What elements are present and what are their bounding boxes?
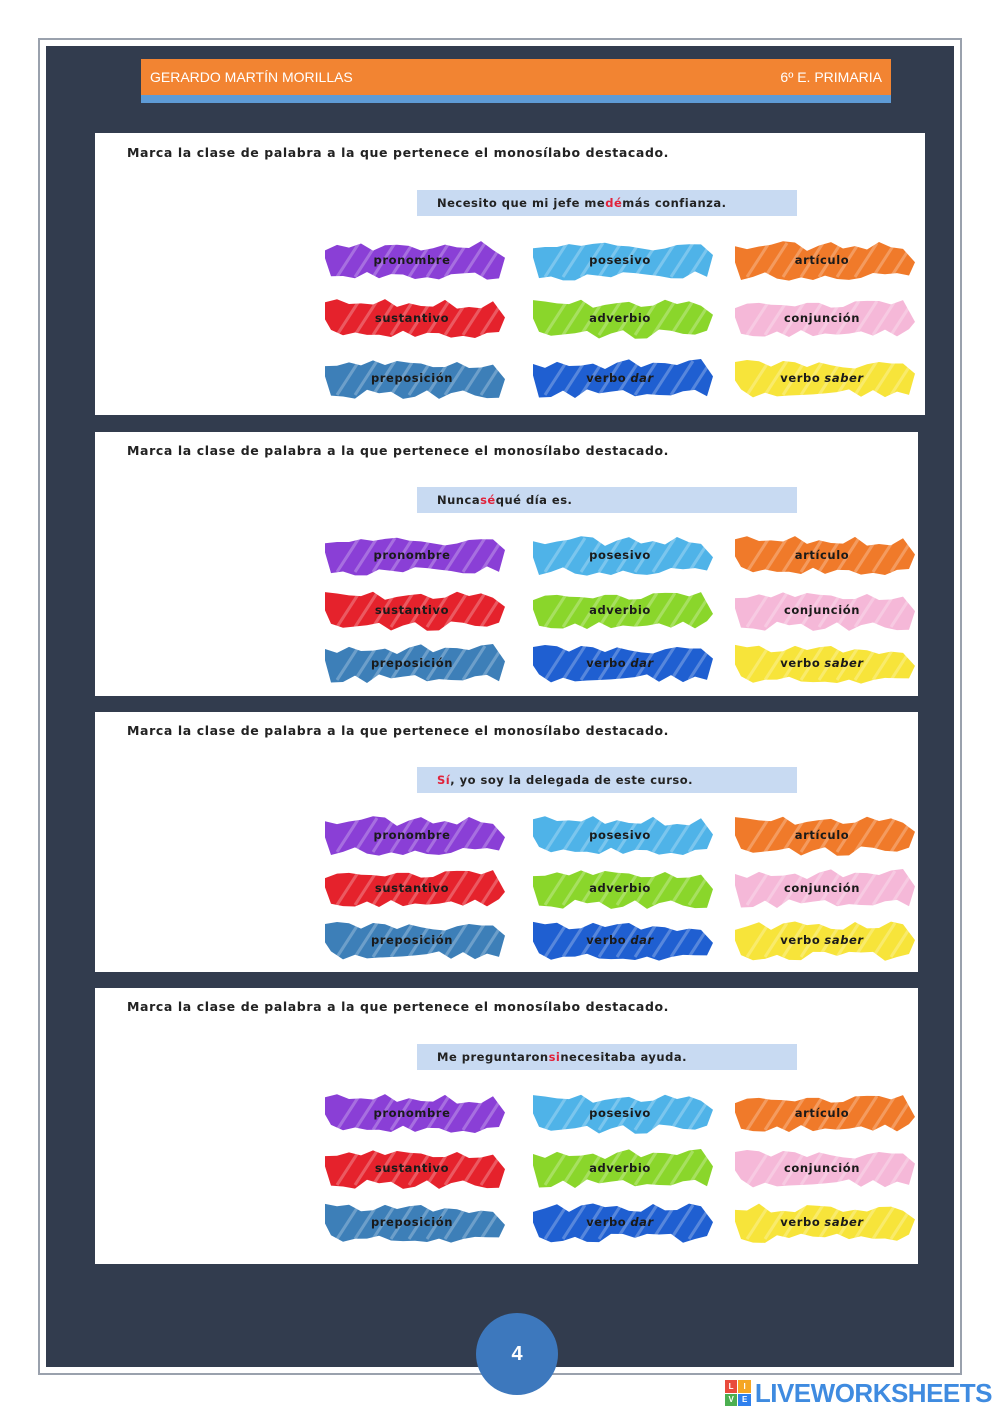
option-pronombre[interactable] [317, 812, 507, 858]
sentence-after: más confianza. [622, 196, 727, 210]
option-pronombre[interactable] [317, 532, 507, 578]
sentence-before: Nunca [437, 493, 481, 507]
option-label-text: sustantivo [374, 311, 450, 325]
option-label [317, 865, 507, 911]
option-verbo-dar[interactable] [525, 1199, 715, 1245]
logo-letter-tile: I [738, 1380, 751, 1393]
sentence-highlight: dé [605, 196, 623, 210]
option-label [317, 355, 507, 401]
option-label-text: preposición [370, 933, 454, 947]
exercise-panel-2 [95, 432, 918, 696]
option-label [317, 640, 507, 686]
option-articulo[interactable] [727, 237, 917, 283]
option-label [727, 237, 917, 283]
page-number: 4 [511, 1342, 523, 1365]
liveworksheets-logo-icon [725, 1380, 751, 1406]
option-label [525, 1090, 715, 1136]
option-label-italic: dar [630, 933, 654, 947]
option-label-italic: dar [630, 656, 654, 670]
option-label-text: posesivo [589, 828, 651, 842]
option-label [525, 1199, 715, 1245]
option-label [525, 587, 715, 633]
sentence-after: qué día es. [495, 493, 573, 507]
option-label [525, 532, 715, 578]
exercise-panel-1 [95, 133, 925, 415]
option-label [727, 295, 917, 341]
option-label-italic: saber [824, 371, 864, 385]
option-label-text: posesivo [589, 548, 651, 562]
option-label [317, 532, 507, 578]
option-label-text: verbo [780, 1215, 821, 1229]
option-verbo-saber[interactable] [727, 917, 917, 963]
option-label [317, 1199, 507, 1245]
option-conjuncion[interactable] [727, 865, 917, 911]
option-label-text: pronombre [373, 828, 451, 842]
option-label-italic: saber [824, 656, 864, 670]
option-label-text: conjunción [783, 881, 861, 895]
sentence-box [417, 487, 797, 513]
sentence-box [417, 190, 797, 216]
question-text: Marca la clase de palabra a la que pertenece el monosílabo destacado. [127, 145, 670, 160]
option-articulo[interactable] [727, 532, 917, 578]
option-label [317, 1090, 507, 1136]
logo-letter-tile: E [738, 1394, 751, 1407]
option-label-text: sustantivo [374, 603, 450, 617]
option-conjuncion[interactable] [727, 587, 917, 633]
option-verbo-dar[interactable] [525, 355, 715, 401]
logo-letter-tile: L [725, 1380, 738, 1393]
question-text: Marca la clase de palabra a la que pertenece el monosílabo destacado. [127, 999, 670, 1014]
option-label-text: artículo [794, 1106, 850, 1120]
option-adverbio[interactable] [525, 865, 715, 911]
option-label [525, 355, 715, 401]
sentence-before: Me preguntaron [437, 1050, 549, 1064]
option-label [525, 640, 715, 686]
option-label-text: preposición [370, 1215, 454, 1229]
option-preposicion[interactable] [317, 1199, 507, 1245]
option-sustantivo[interactable] [317, 1145, 507, 1191]
option-label-text: adverbio [589, 881, 651, 895]
option-label [727, 865, 917, 911]
option-verbo-saber[interactable] [727, 1199, 917, 1245]
header-grade: 6º E. PRIMARIA [780, 69, 882, 85]
option-label [727, 532, 917, 578]
option-verbo-saber[interactable] [727, 355, 917, 401]
option-posesivo[interactable] [525, 1090, 715, 1136]
option-label-text: preposición [370, 656, 454, 670]
option-preposicion[interactable] [317, 640, 507, 686]
option-label [525, 1145, 715, 1191]
option-label [317, 295, 507, 341]
sentence-box [417, 767, 797, 793]
option-label [317, 917, 507, 963]
option-label-text: verbo [586, 656, 627, 670]
option-label [727, 587, 917, 633]
question-text: Marca la clase de palabra a la que pertenece el monosílabo destacado. [127, 443, 670, 458]
sentence-after: , yo soy la delegada de este curso. [450, 773, 693, 787]
option-label [727, 812, 917, 858]
option-label-text: verbo [780, 371, 821, 385]
option-label-text: verbo [586, 1215, 627, 1229]
option-label [317, 812, 507, 858]
option-label-text: verbo [780, 933, 821, 947]
option-label [317, 237, 507, 283]
option-articulo[interactable] [727, 1090, 917, 1136]
option-posesivo[interactable] [525, 532, 715, 578]
logo-letter-tile: V [725, 1394, 738, 1407]
option-label-text: adverbio [589, 1161, 651, 1175]
option-label-text: conjunción [783, 311, 861, 325]
option-sustantivo[interactable] [317, 865, 507, 911]
option-label-text: pronombre [373, 1106, 451, 1120]
option-label [525, 865, 715, 911]
option-label-text: sustantivo [374, 1161, 450, 1175]
option-label-text: adverbio [589, 603, 651, 617]
option-verbo-dar[interactable] [525, 917, 715, 963]
page-header [141, 59, 891, 103]
option-label-text: sustantivo [374, 881, 450, 895]
option-label-text: pronombre [373, 253, 451, 267]
option-preposicion[interactable] [317, 917, 507, 963]
option-label-text: pronombre [373, 548, 451, 562]
sentence-box [417, 1044, 797, 1070]
option-label [727, 1199, 917, 1245]
option-label-italic: dar [630, 1215, 654, 1229]
option-label-text: posesivo [589, 1106, 651, 1120]
option-label-italic: dar [630, 371, 654, 385]
option-label [727, 1090, 917, 1136]
option-verbo-dar[interactable] [525, 640, 715, 686]
option-sustantivo[interactable] [317, 295, 507, 341]
option-label [525, 812, 715, 858]
sentence-before: Necesito que mi jefe me [437, 196, 606, 210]
option-label-italic: saber [824, 933, 864, 947]
exercise-panel-3 [95, 712, 918, 972]
exercise-panel-4 [95, 988, 918, 1264]
sentence-highlight: sé [480, 493, 496, 507]
option-label-text: preposición [370, 371, 454, 385]
option-label-text: adverbio [589, 311, 651, 325]
brand-name: LIVEWORKSHEETS [754, 1377, 992, 1408]
option-adverbio[interactable] [525, 587, 715, 633]
option-label-text: conjunción [783, 603, 861, 617]
option-adverbio[interactable] [525, 1145, 715, 1191]
option-label-text: artículo [794, 253, 850, 267]
header-author: GERARDO MARTÍN MORILLAS [150, 69, 353, 85]
option-label [727, 1145, 917, 1191]
option-label [727, 640, 917, 686]
option-label [317, 1145, 507, 1191]
option-label [525, 237, 715, 283]
option-posesivo[interactable] [525, 812, 715, 858]
option-sustantivo[interactable] [317, 587, 507, 633]
option-conjuncion[interactable] [727, 1145, 917, 1191]
sentence-highlight: si [548, 1050, 561, 1064]
option-verbo-saber[interactable] [727, 640, 917, 686]
option-label-text: artículo [794, 828, 850, 842]
option-label [727, 355, 917, 401]
option-label-text: artículo [794, 548, 850, 562]
option-pronombre[interactable] [317, 1090, 507, 1136]
option-label-text: verbo [586, 933, 627, 947]
liveworksheets-brand [725, 1378, 992, 1408]
question-text: Marca la clase de palabra a la que pertenece el monosílabo destacado. [127, 723, 670, 738]
option-label-text: conjunción [783, 1161, 861, 1175]
option-adverbio[interactable] [525, 295, 715, 341]
option-conjuncion[interactable] [727, 295, 917, 341]
option-label-text: verbo [586, 371, 627, 385]
option-preposicion[interactable] [317, 355, 507, 401]
sentence-after: necesitaba ayuda. [560, 1050, 687, 1064]
option-pronombre[interactable] [317, 237, 507, 283]
option-label [525, 295, 715, 341]
option-label-italic: saber [824, 1215, 864, 1229]
sentence-highlight: Sí [437, 773, 451, 787]
option-label [317, 587, 507, 633]
option-articulo[interactable] [727, 812, 917, 858]
option-posesivo[interactable] [525, 237, 715, 283]
option-label [525, 917, 715, 963]
option-label [727, 917, 917, 963]
option-label-text: verbo [780, 656, 821, 670]
page-number-badge [476, 1313, 558, 1395]
option-label-text: posesivo [589, 253, 651, 267]
